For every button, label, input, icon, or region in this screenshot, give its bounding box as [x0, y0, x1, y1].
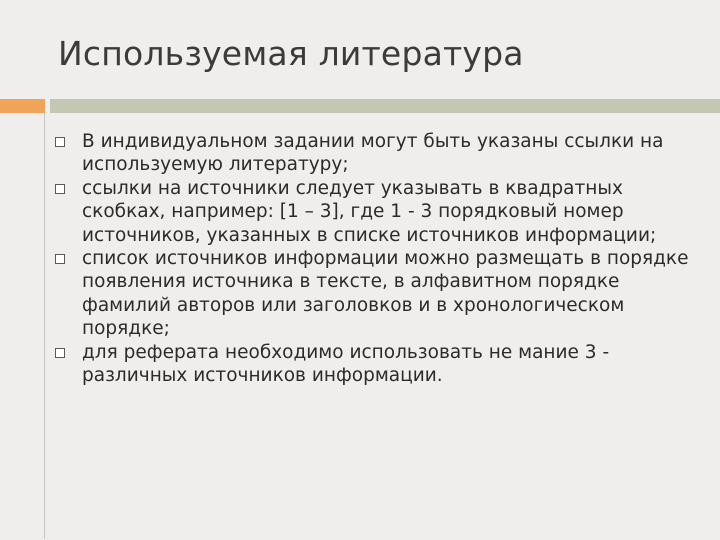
list-item — [55, 247, 705, 341]
bullet-text: список источников информации можно размещать в порядке появления источника в тексте, в алфавитном порядке фамилий авторов или заголовков и в хронологическом порядке; — [82, 248, 689, 340]
square-bullet-icon — [55, 184, 65, 194]
square-bullet-icon — [55, 254, 65, 264]
square-bullet-icon — [55, 348, 65, 358]
bullet-list — [55, 130, 705, 387]
square-bullet-icon — [55, 137, 65, 147]
title-rule-bar — [50, 99, 720, 113]
list-item — [55, 177, 705, 247]
accent-bar — [0, 99, 45, 113]
slide-title: Используемая литература — [58, 34, 524, 73]
list-item — [55, 130, 705, 177]
list-item — [55, 341, 705, 388]
bullet-text: для реферата необходимо использовать не мание 3 - различных источников информации. — [82, 341, 610, 387]
bullet-text: В индивидуальном задании могут быть указаны ссылки на используемую литературу; — [82, 131, 664, 176]
bullet-text: ссылки на источники следует указывать в квадратных скобках, например: [1 – 3], где 1 - 3 порядковый номер источников, указанных в списке источников информации; — [82, 177, 657, 246]
